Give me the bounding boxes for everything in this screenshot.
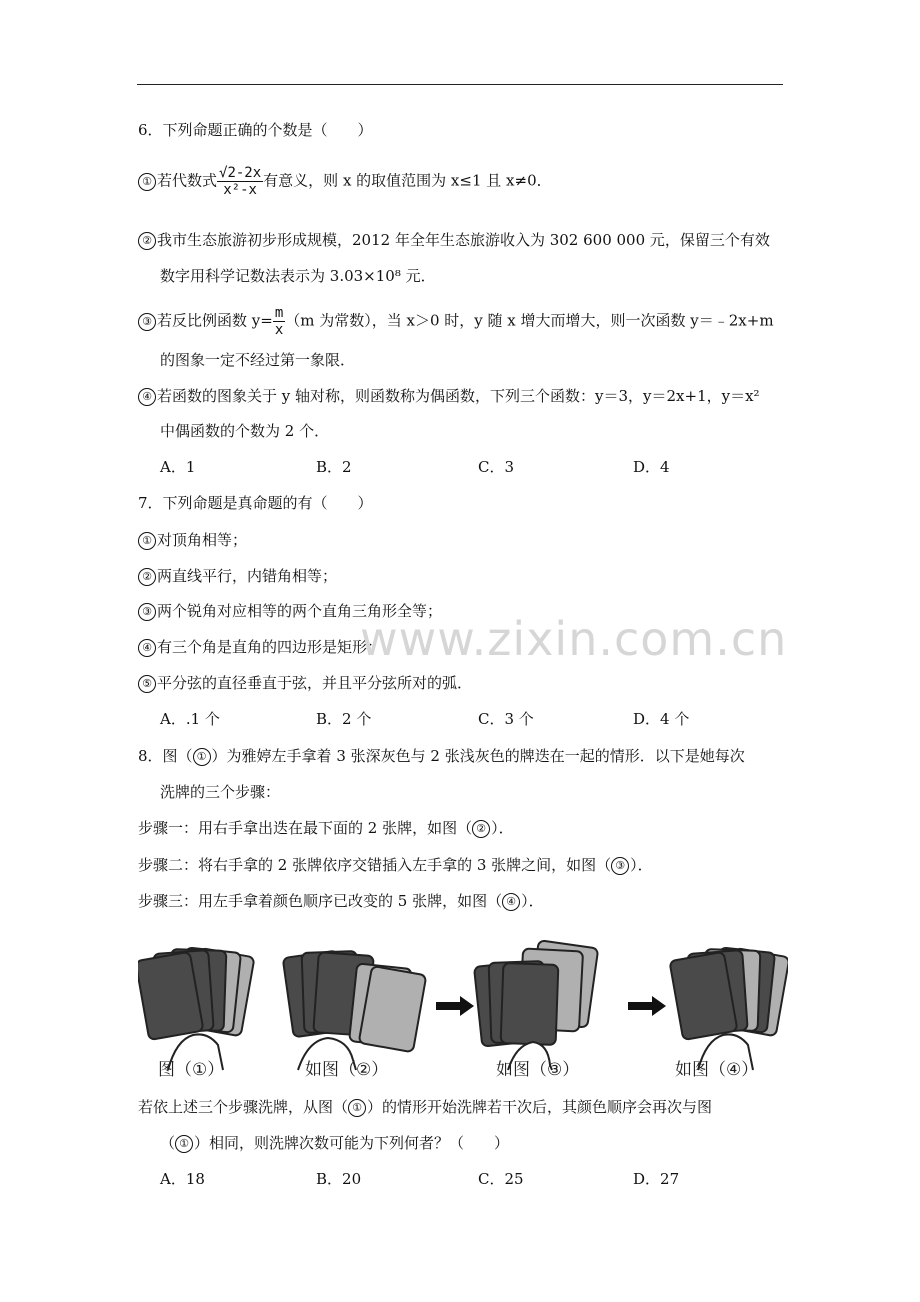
circled-4: ④ xyxy=(502,893,520,911)
header-rule xyxy=(137,84,783,85)
q6-statement-4a xyxy=(138,386,760,406)
q7-item-1 xyxy=(138,530,247,550)
q8-title-post: ）为雅婷左手拿着 3 张深灰色与 2 张浅灰色的牌迭在一起的情形．以下是她每次 xyxy=(211,747,745,765)
q6-option-d[interactable]: D．4 xyxy=(633,458,670,476)
q8-option-c[interactable]: C．25 xyxy=(478,1170,524,1188)
q8-option-b[interactable]: B．20 xyxy=(316,1170,362,1188)
q6-s1-pre: 若代数式 xyxy=(157,171,218,190)
q8-step-3-text: 步骤三：用左手拿着颜色顺序已改变的 5 张牌，如图（ xyxy=(138,892,503,910)
q7-option-d[interactable]: D．4 个 xyxy=(633,710,690,728)
figure-4-cards xyxy=(669,947,788,1070)
figure-1-cards xyxy=(138,947,255,1070)
figure-3-cards xyxy=(474,940,598,1070)
q6-statement-4b: 中偶函数的个数为 2 个． xyxy=(160,422,330,440)
q6-s3-pre: 若反比例函数 y= xyxy=(157,311,273,330)
q8-step-2-text: 步骤二：将右手拿的 2 张牌依序交错插入左手拿的 3 张牌之间，如图（ xyxy=(138,856,612,874)
circled-3: ③ xyxy=(138,313,156,331)
q6-option-b[interactable]: B．2 xyxy=(316,458,352,476)
circled-1: ① xyxy=(138,173,156,191)
q7-option-a[interactable]: A．.1 个 xyxy=(160,710,220,728)
q6-statement-3a xyxy=(138,305,774,338)
q7-item-4 xyxy=(138,637,382,657)
q7-title: 7．下列命题是真命题的有（ ） xyxy=(138,494,373,512)
q7-item-4-text: 有三个角是直角的四边形是矩形； xyxy=(157,638,383,656)
figure-2-caption: 如图（②） xyxy=(305,1060,389,1080)
figure-4-caption: 如图（④） xyxy=(675,1060,759,1080)
circled-3: ③ xyxy=(138,603,156,621)
q6-statement-1 xyxy=(138,165,552,198)
q6-title: 6．下列命题正确的个数是（ ） xyxy=(138,121,373,139)
q7-item-5 xyxy=(138,673,472,693)
figure-3-caption: 如图（③） xyxy=(496,1060,580,1080)
q8-title-b: 洗牌的三个步骤： xyxy=(160,783,281,801)
circled-3: ③ xyxy=(611,857,629,875)
q8-step-2 xyxy=(138,855,653,875)
q8-option-a[interactable]: A．18 xyxy=(160,1170,205,1188)
q8-step-1-post: ）． xyxy=(491,819,514,837)
figure-1-caption: 图（①） xyxy=(158,1060,225,1080)
q8-question-post: ）的情形开始洗牌若干次后，其颜色顺序会再次与图 xyxy=(367,1098,713,1116)
q6-s3-numerator: m xyxy=(274,305,284,321)
circled-2: ② xyxy=(138,568,156,586)
q8-question-b-text: ）相同，则洗牌次数可能为下列何者？（ ） xyxy=(194,1134,510,1152)
figure-2-cards xyxy=(283,950,427,1070)
q7-item-5-text: 平分弦的直径垂直于弦，并且平分弦所对的弧． xyxy=(157,674,473,692)
q6-statement-2b: 数字用科学记数法表示为 3.03×10⁸ 元． xyxy=(160,267,436,285)
q6-statement-3b: 的图象一定不经过第一象限． xyxy=(160,351,356,369)
q6-s1-post: 有意义，则 x 的取值范围为 x≤1 且 x≠0． xyxy=(263,171,552,190)
q6-s3-denominator: x xyxy=(274,322,284,338)
circled-1: ① xyxy=(348,1099,366,1117)
q6-s4-text-a: 若函数的图象关于 y 轴对称，则函数称为偶函数，下列三个函数：y＝3，y＝2x+1，y＝x² xyxy=(157,387,760,405)
q8-step-3 xyxy=(138,891,544,911)
q8-step-3-post: ）． xyxy=(521,892,544,910)
circled-4: ④ xyxy=(138,639,156,657)
q6-s1-numerator: √2-2x xyxy=(219,165,262,181)
arrow-2-icon xyxy=(628,996,666,1016)
q8-step-1-text: 步骤一：用右手拿出迭在最下面的 2 张牌，如图（ xyxy=(138,819,473,837)
q6-s3-fraction xyxy=(273,305,285,338)
watermark: www.zixin.com.cn xyxy=(360,612,788,666)
q7-option-c[interactable]: C．3 个 xyxy=(478,710,534,728)
circled-2: ② xyxy=(138,232,156,250)
q8-question-pre: 若依上述三个步骤洗牌，从图（ xyxy=(138,1098,349,1116)
q8-option-d[interactable]: D．27 xyxy=(633,1170,680,1188)
q6-s1-denominator: x²-x xyxy=(223,182,257,198)
q6-option-c[interactable]: C．3 xyxy=(478,458,515,476)
q8-title-pre: 8．图（ xyxy=(138,747,193,765)
q8-question-a xyxy=(138,1097,712,1117)
q8-title-a xyxy=(138,746,745,766)
q7-item-1-text: 对顶角相等； xyxy=(157,531,248,549)
arrow-1-icon xyxy=(436,996,474,1016)
q7-option-b[interactable]: B．2 个 xyxy=(316,710,372,728)
q8-step-2-post: ）． xyxy=(630,856,653,874)
q8-step-1 xyxy=(138,818,514,838)
q6-s1-fraction xyxy=(217,165,263,198)
circled-4: ④ xyxy=(138,388,156,406)
q6-s2-text-a: 我市生态旅游初步形成规模，2012 年全年生态旅游收入为 302 600 000 元，保留三个有效 xyxy=(157,231,770,249)
q6-statement-2a xyxy=(138,230,770,250)
circled-1: ① xyxy=(193,748,211,766)
circled-1: ① xyxy=(138,532,156,550)
q7-item-2-text: 两直线平行，内错角相等； xyxy=(157,567,338,585)
q7-item-3-text: 两个锐角对应相等的两个直角三角形全等； xyxy=(157,602,443,620)
q7-item-2 xyxy=(138,566,337,586)
q6-s3-post: （m 为常数），当 x＞0 时，y 随 x 增大而增大，则一次函数 y＝﹣2x+m xyxy=(285,311,774,330)
q8-question-b: （ ① ）相同，则洗牌次数可能为下列何者？（ ） xyxy=(160,1134,510,1152)
circled-1: ① xyxy=(175,1135,193,1153)
q6-option-a[interactable]: A．1 xyxy=(160,458,196,476)
circled-2: ② xyxy=(472,820,490,838)
circled-5: ⑤ xyxy=(138,675,156,693)
